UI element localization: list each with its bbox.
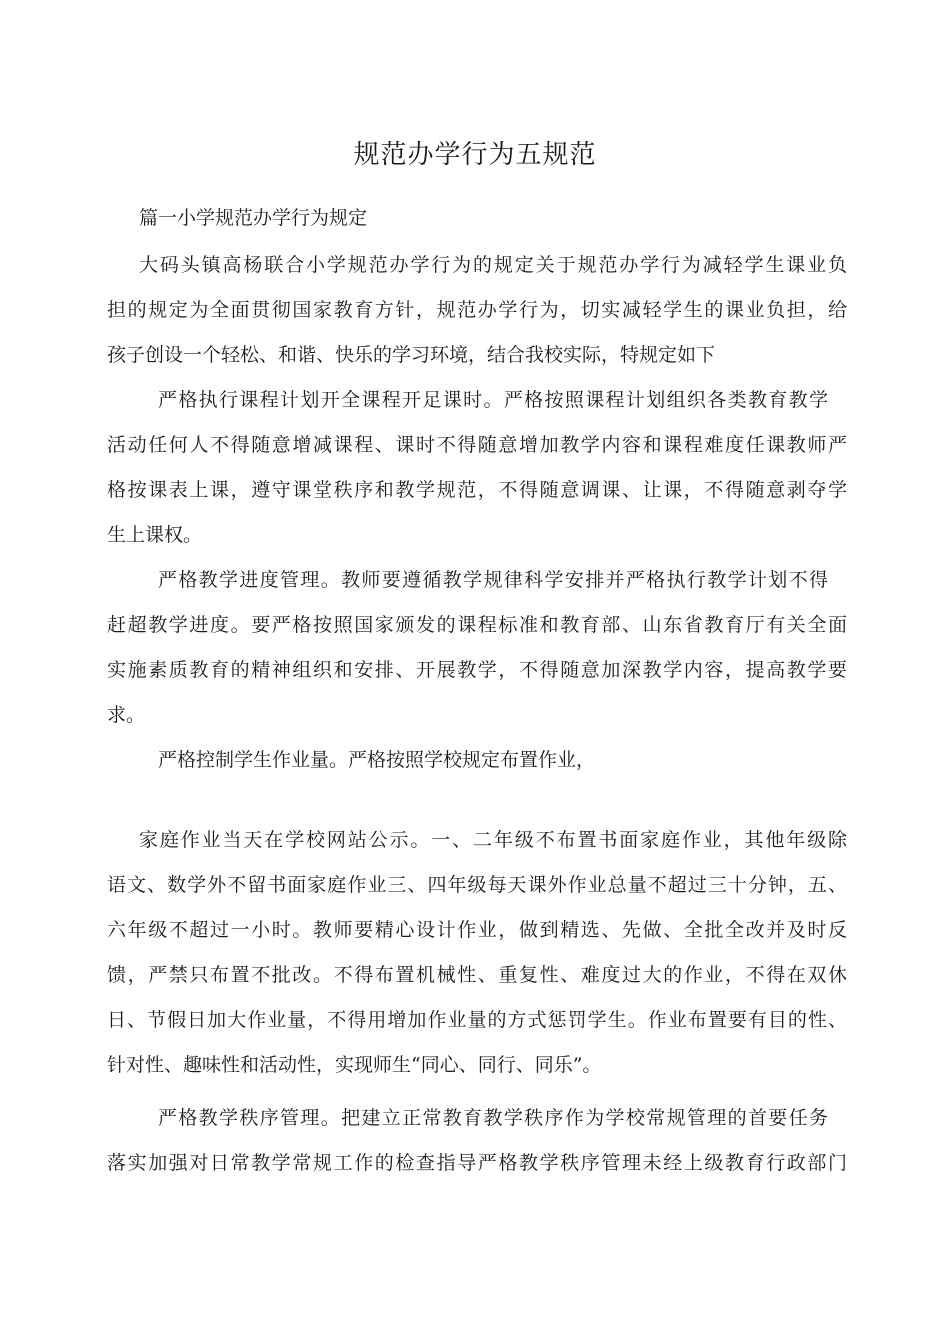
paragraph-line: 担的规定为全面贯彻国家教育方针，规范办学行为，切实减轻学生的课业负担，给	[107, 299, 847, 321]
paragraph-line: 大码头镇高杨联合小学规范办学行为的规定关于规范办学行为减轻学生课业负	[139, 254, 847, 276]
paragraph-line: 针对性、趣味性和活动性，实现师生“同心、同行、同乐”。	[107, 1054, 602, 1076]
paragraph-line: 落实加强对日常教学常规工作的检查指导严格教学秩序管理未经上级教育行政部门	[107, 1152, 847, 1174]
paragraph-line: 严格教学进度管理。教师要遵循教学规律科学安排并严格执行教学计划不得	[158, 569, 828, 591]
paragraph-line: 严格控制学生作业量。严格按照学校规定布置作业，	[158, 749, 596, 771]
paragraph-line: 严格执行课程计划开全课程开足课时。严格按照课程计划组织各类教育教学	[158, 389, 828, 411]
paragraph-line: 六年级不超过一小时。教师要精心设计作业，做到精选、先做、全批全改并及时反	[107, 919, 847, 941]
paragraph-line: 语文、数学外不留书面家庭作业三、四年级每天课外作业总量不超过三十分钟，五、	[107, 874, 847, 896]
paragraph-line: 馈，严禁只布置不批改。不得布置机械性、重复性、难度过大的作业，不得在双休	[107, 964, 847, 986]
page-title: 规范办学行为五规范	[353, 140, 597, 170]
paragraph-line: 孩子创设一个轻松、和谐、快乐的学习环境，结合我校实际，特规定如下	[107, 344, 716, 366]
paragraph-line: 实施素质教育的精神组织和安排、开展教学，不得随意加深教学内容，提高教学要	[107, 659, 847, 681]
paragraph-line: 日、节假日加大作业量，不得用增加作业量的方式惩罚学生。作业布置要有目的性、	[107, 1009, 847, 1031]
paragraph-line: 生上课权。	[107, 524, 203, 546]
paragraph-line: 严格教学秩序管理。把建立正常教育教学秩序作为学校常规管理的首要任务	[158, 1107, 828, 1129]
paragraph-line: 求。	[107, 704, 146, 726]
paragraph-line: 活动任何人不得随意增减课程、课时不得随意增加教学内容和课程难度任课教师严	[107, 434, 847, 456]
paragraph-line: 家庭作业当天在学校网站公示。一、二年级不布置书面家庭作业，其他年级除	[139, 829, 847, 851]
paragraph-line: 格按课表上课，遵守课堂秩序和教学规范，不得随意调课、让课，不得随意剥夺学	[107, 479, 847, 501]
section-heading: 篇一小学规范办学行为规定	[139, 207, 368, 229]
paragraph-line: 赶超教学进度。要严格按照国家颁发的课程标准和教育部、山东省教育厅有关全面	[107, 614, 847, 636]
